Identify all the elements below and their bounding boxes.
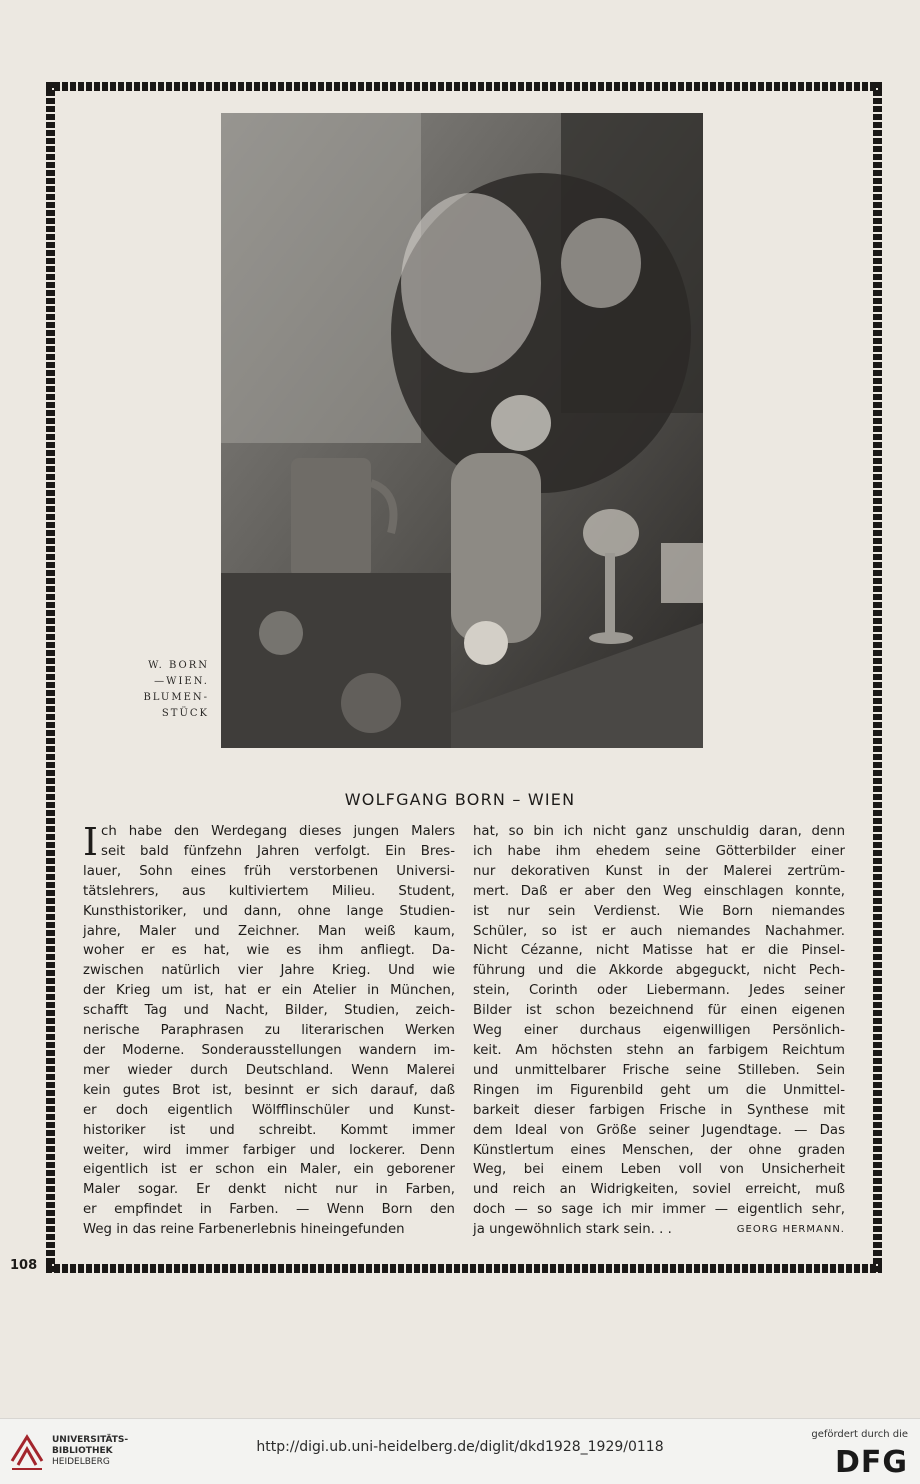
text-line: stein, Corinth oder Liebermann. Jedes seiner — [473, 983, 845, 999]
text-line: hat, so bin ich nicht ganz unschuldig daran, denn — [473, 824, 845, 839]
decorative-border-bottom — [46, 1264, 882, 1273]
text-line: und reich an Widrigkeiten, soviel erreicht, muß — [473, 1182, 845, 1198]
library-line: UNIVERSITÄTS- — [52, 1435, 129, 1445]
caption-line: —WIEN. — [154, 676, 209, 687]
text-line: dem Ideal von Größe seiner Jugendtage. — Das — [473, 1122, 845, 1138]
text-line: mert. Daß er aber den Weg einschlagen konnte, — [473, 883, 845, 899]
text-line: Kunsthistoriker, und dann, ohne lange Studien- — [83, 903, 455, 919]
caption-line: W. BORN — [148, 660, 209, 671]
text-line: doch — so sage ich mir immer — eigentlich sehr, — [473, 1202, 845, 1218]
text-line: und unmittelbarer Frische seine Stilleben. Sein — [473, 1062, 845, 1078]
text-line: jahre, Maler und Zeichner. Man weiß kaum, — [83, 923, 455, 939]
text-line: woher er es hat, wie es ihm anfliegt. Da- — [83, 943, 455, 959]
still-life-painting — [221, 113, 703, 748]
text-line: ich habe ihm ehedem seine Götterbilder einer — [473, 843, 845, 859]
text-line: nerische Paraphrasen zu literarischen Werken — [83, 1023, 455, 1039]
author-signature: GEORG HERMANN. — [736, 1224, 845, 1236]
text-line: Ringen im Figurenbild geht um die Unmittel- — [473, 1082, 845, 1098]
funding-text: gefördert durch die — [811, 1429, 908, 1440]
text-line: seit bald fünfzehn Jahren verfolgt. Ein Bres- — [101, 843, 455, 859]
text-line: zwischen natürlich vier Jahre Krieg. Und wie — [83, 963, 455, 979]
text-line: Künstlertum eines Menschen, der ohne graden — [473, 1142, 845, 1158]
library-line: HEIDELBERG — [52, 1457, 110, 1467]
text-line: keit. Am höchsten stehn an farbigem Reichtum — [473, 1042, 845, 1058]
text-line: historiker ist und schreibt. Kommt immer — [83, 1122, 455, 1138]
text-line: barkeit dieser farbigen Frische in Synthese mit — [473, 1102, 845, 1118]
text-column-left — [83, 822, 455, 1240]
dfg-logo[interactable]: DFG — [834, 1445, 908, 1480]
text-line: Weg einer durchaus eigenwilligen Persönlich- — [473, 1023, 845, 1039]
text-line: kein gutes Brot ist, besinnt er sich darauf, daß — [83, 1082, 455, 1098]
text-line: Schüler, so ist er auch niemandes Nachahmer. — [473, 923, 845, 939]
decorative-border-right — [873, 82, 882, 1273]
text-line: lauer, Sohn eines früh verstorbenen Universi- — [83, 863, 455, 879]
drop-cap: I — [83, 820, 99, 864]
text-line: führung und die Akkorde abgeguckt, nicht Pech- — [473, 963, 845, 979]
text-line: mer wieder durch Deutschland. Wenn Malerei — [83, 1062, 455, 1078]
page-number: 108 — [10, 1258, 38, 1273]
document-url-link[interactable]: http://digi.ub.uni-heidelberg.de/diglit/dkd1928_1929/0118 — [256, 1439, 664, 1455]
text-line: er doch eigentlich Wölfflinschüler und Kunst- — [83, 1102, 455, 1118]
text-column-right — [473, 822, 845, 1240]
viewer-footer — [0, 1418, 920, 1484]
text-line: ist nur sein Verdienst. Wie Born niemandes — [473, 903, 845, 919]
text-line: nur dekorativen Kunst in der Malerei zertrüm- — [473, 863, 845, 879]
caption-line: STÜCK — [161, 708, 209, 719]
text-line: Maler sogar. Er denkt nicht nur in Farben, — [83, 1182, 455, 1198]
text-line: schafft Tag und Nacht, Bilder, Studien, zeich- — [83, 1003, 455, 1019]
decorative-border-left — [46, 82, 55, 1273]
text-line: Bilder ist schon bezeichnend für einen eigenen — [473, 1003, 845, 1019]
decorative-border-top — [46, 82, 882, 91]
text-line: tätslehrers, aus kultiviertem Milieu. Student, — [83, 883, 455, 899]
library-line: BIBLIOTHEK — [52, 1446, 113, 1456]
text-line: ch habe den Werdegang dieses jungen Malers — [101, 824, 455, 839]
text-line-with-signature — [473, 1220, 845, 1240]
article-title: WOLFGANG BORN – WIEN — [344, 790, 576, 809]
caption-line: BLUMEN- — [143, 692, 209, 703]
painting-caption — [99, 658, 209, 722]
text-line: eigentlich ist er schon ein Maler, ein geborener — [83, 1162, 455, 1178]
text-line: Weg in das reine Farbenerlebnis hineingefunden — [83, 1222, 405, 1238]
text-line: er empfindet in Farben. — Wenn Born den — [83, 1202, 455, 1218]
text-line: der Krieg um ist, hat er ein Atelier in München, — [83, 983, 455, 999]
text-line: ja ungewöhnlich stark sein. . . — [473, 1222, 672, 1238]
text-line: der Moderne. Sonderausstellungen wandern im- — [83, 1042, 455, 1058]
text-line: Weg, bei einem Leben voll von Unsicherheit — [473, 1162, 845, 1178]
text-line: Nicht Cézanne, nicht Matisse hat er die Pinsel- — [473, 943, 845, 959]
text-line: weiter, wird immer farbiger und lockerer. Denn — [83, 1142, 455, 1158]
